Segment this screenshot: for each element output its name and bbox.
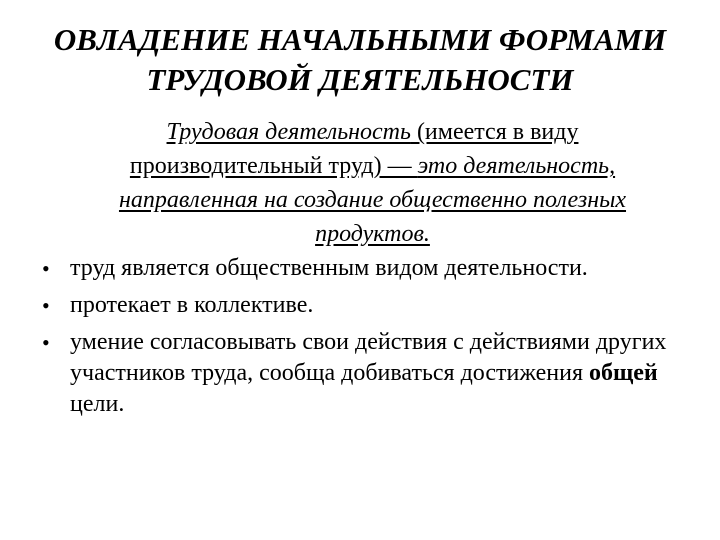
bullet-item xyxy=(38,327,688,420)
definition-paragraph xyxy=(90,115,655,251)
bullet-icon: • xyxy=(42,293,50,318)
bullet-icon: • xyxy=(42,256,50,281)
bullet-text: труд является общественным видом деятельности. xyxy=(70,255,588,281)
bullet-text-before: умение согласовывать свои действия с действиями других участников труда, сообща добиваться достижения xyxy=(70,329,667,386)
definition-body: это деятельность, направленная на создание общественно полезных продуктов. xyxy=(118,153,627,247)
definition-term: Трудовая деятельность xyxy=(166,119,411,145)
bullet-text: протекает в коллективе. xyxy=(70,292,314,318)
bullet-list xyxy=(38,253,688,426)
title-line-1: ОВЛАДЕНИЕ НАЧАЛЬНЫМИ ФОРМАМИ xyxy=(53,22,667,57)
title-line-2: ТРУДОВОЙ ДЕЯТЕЛЬНОСТИ xyxy=(146,62,574,97)
slide-title xyxy=(20,20,700,100)
definition-clarification: (имеется в виду производительный труд) — xyxy=(129,119,579,179)
bullet-icon: • xyxy=(42,330,50,355)
bullet-item xyxy=(38,290,688,321)
bullet-item xyxy=(38,253,688,284)
bullet-text-after: цели. xyxy=(70,391,125,417)
bullet-text-bold: общей xyxy=(589,360,658,386)
